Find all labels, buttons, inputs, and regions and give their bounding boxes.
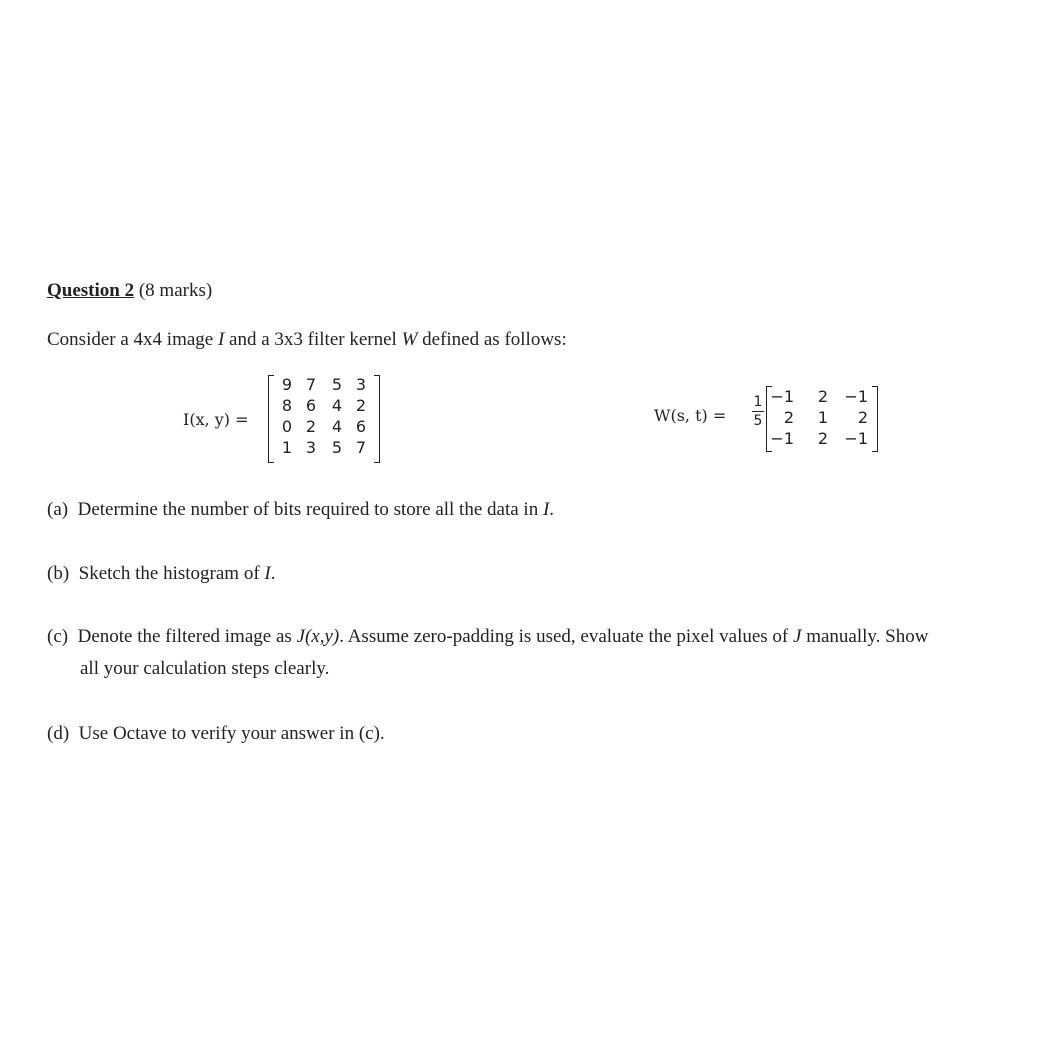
kernel-matrix-cell: −1 bbox=[770, 429, 794, 448]
fraction-numerator: 1 bbox=[753, 394, 763, 410]
kernel-scale-fraction bbox=[752, 394, 764, 429]
question-d-text: Use Octave to verify your answer in (c). bbox=[78, 723, 385, 744]
question-c-text-2: . Assume zero-padding is used, evaluate the pixel values of bbox=[339, 626, 794, 647]
kernel-matrix-cell: 1 bbox=[817, 408, 828, 427]
question-a-end: . bbox=[549, 499, 555, 520]
image-matrix-cell: 2 bbox=[355, 396, 366, 415]
kernel-matrix bbox=[770, 386, 874, 449]
fraction-bar bbox=[752, 411, 764, 412]
fraction-denominator: 5 bbox=[753, 413, 763, 429]
image-matrix-cell: 2 bbox=[305, 417, 316, 436]
question-b-prefix: (b) bbox=[47, 563, 70, 584]
image-matrix-cell: 5 bbox=[331, 375, 342, 394]
question-d bbox=[47, 718, 385, 750]
question-b bbox=[47, 558, 275, 590]
image-matrix-cell: 6 bbox=[305, 396, 316, 415]
question-a-text: Determine the number of bits required to store all the data in bbox=[77, 499, 543, 520]
image-matrix-cell: 4 bbox=[331, 396, 342, 415]
kernel-matrix-cell: 2 bbox=[817, 387, 828, 406]
image-matrix-cell: 4 bbox=[331, 417, 342, 436]
question-c-var-1: J(x,y) bbox=[296, 626, 340, 647]
intro-var-w: W bbox=[401, 329, 418, 350]
intro-part-2: and a 3x3 filter kernel bbox=[224, 329, 402, 350]
kernel-matrix-cell: 2 bbox=[857, 408, 868, 427]
image-matrix-cell: 0 bbox=[281, 417, 292, 436]
kernel-matrix-right-bracket bbox=[872, 386, 878, 452]
question-label: Question 2 bbox=[47, 280, 135, 301]
question-d-prefix: (d) bbox=[47, 723, 70, 744]
question-a-var: I bbox=[542, 499, 550, 520]
kernel-matrix-cell: 2 bbox=[783, 408, 794, 427]
image-matrix-cell: 1 bbox=[281, 438, 292, 457]
intro-part-3: defined as follows: bbox=[417, 329, 567, 350]
image-matrix-cell: 5 bbox=[331, 438, 342, 457]
image-matrix-cell: 7 bbox=[355, 438, 366, 457]
intro-sentence bbox=[47, 329, 567, 351]
image-matrix bbox=[276, 374, 372, 458]
image-matrix-label: I(x, y) = bbox=[183, 410, 249, 429]
question-b-var: I bbox=[264, 563, 271, 584]
kernel-matrix-cell: −1 bbox=[844, 429, 868, 448]
question-b-end: . bbox=[270, 563, 276, 584]
image-matrix-cell: 3 bbox=[355, 375, 366, 394]
question-c bbox=[47, 621, 928, 653]
question-c-line-2: all your calculation steps clearly. bbox=[80, 658, 330, 679]
image-matrix-cell: 6 bbox=[355, 417, 366, 436]
image-matrix-right-bracket bbox=[374, 375, 380, 463]
kernel-matrix-label: W(s, t) = bbox=[654, 406, 727, 425]
image-matrix-cell: 3 bbox=[305, 438, 316, 457]
question-heading bbox=[47, 280, 212, 302]
kernel-matrix-cell: 2 bbox=[817, 429, 828, 448]
image-matrix-left-bracket bbox=[268, 375, 274, 463]
question-c-var-2: J bbox=[793, 626, 802, 647]
question-c-text-3: manually. Show bbox=[801, 626, 929, 647]
question-marks: (8 marks) bbox=[138, 280, 213, 301]
question-a-prefix: (a) bbox=[47, 499, 69, 520]
image-matrix-cell: 7 bbox=[305, 375, 316, 394]
question-c-text-1: Denote the filtered image as bbox=[77, 626, 297, 647]
image-matrix-cell: 8 bbox=[281, 396, 292, 415]
kernel-matrix-cell: −1 bbox=[770, 387, 794, 406]
question-a bbox=[47, 494, 554, 526]
kernel-matrix-cell: −1 bbox=[844, 387, 868, 406]
intro-var-i: I bbox=[217, 329, 225, 350]
intro-part-1: Consider a 4x4 image bbox=[47, 329, 218, 350]
image-matrix-cell: 9 bbox=[281, 375, 292, 394]
question-c-prefix: (c) bbox=[47, 626, 69, 647]
question-b-text: Sketch the histogram of bbox=[78, 563, 265, 584]
